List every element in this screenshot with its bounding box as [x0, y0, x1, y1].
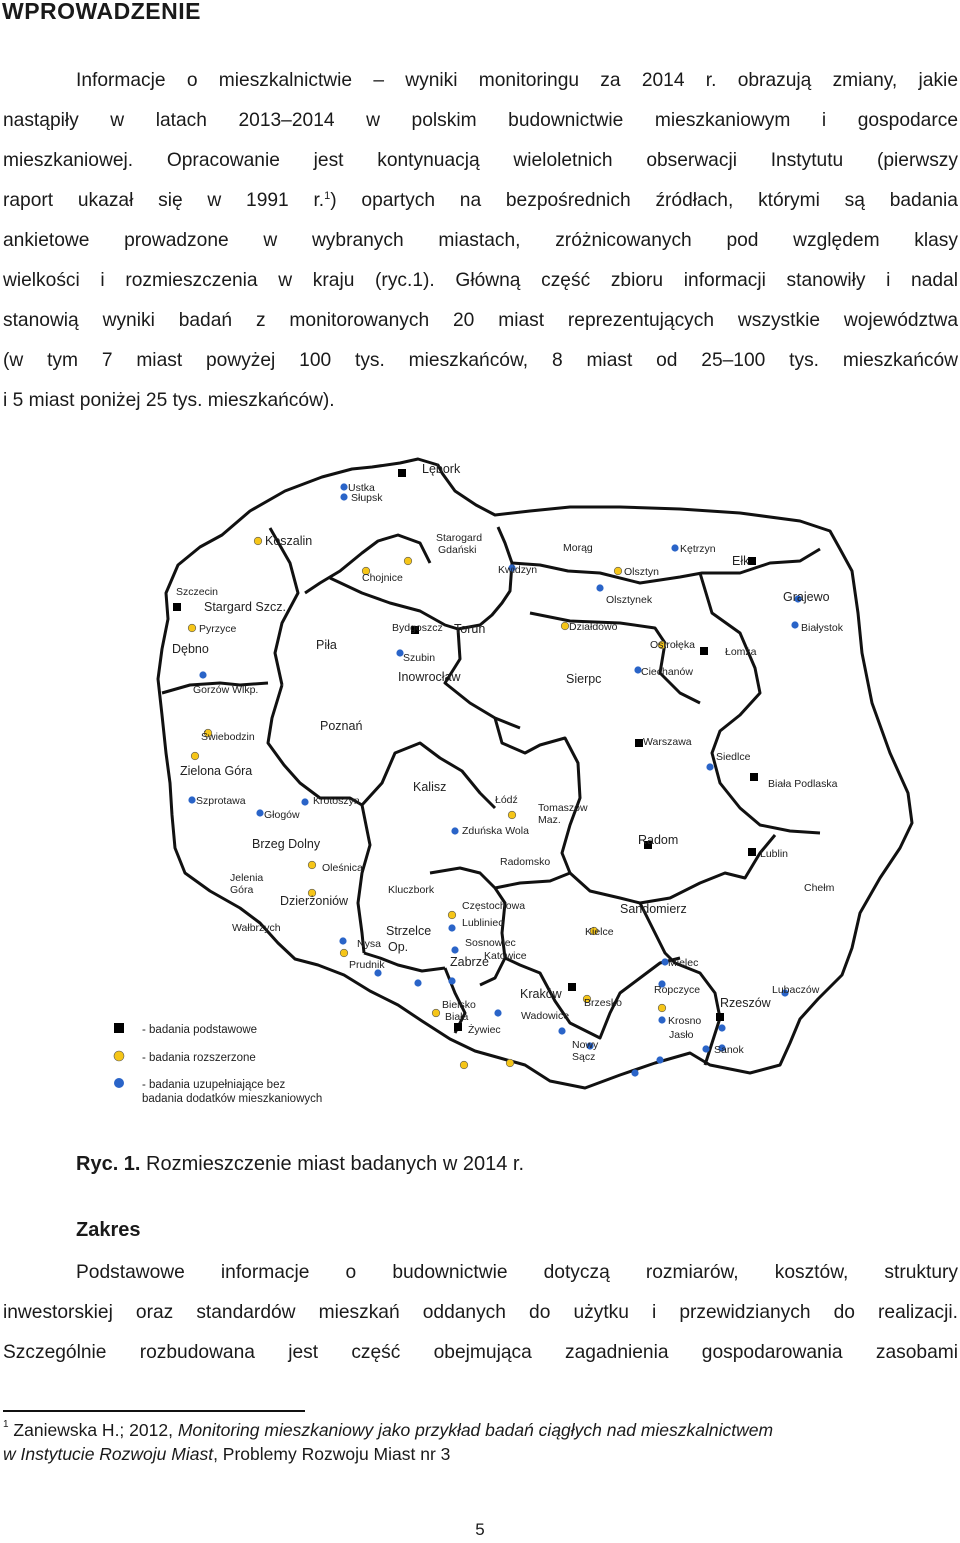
city-label: Głogów [264, 809, 300, 821]
city-label: Białystok [801, 622, 844, 634]
basic-marker [635, 739, 643, 747]
figure-caption [76, 1153, 524, 1176]
city-label: Piła [316, 638, 337, 652]
city-label: Warszawa [643, 736, 692, 748]
city-label: Sierpc [566, 672, 602, 686]
city-label: Morąg [563, 542, 593, 554]
basic-marker [454, 1023, 462, 1031]
text-line: (w tym 7 miast powyżej 100 tys. mieszkańców, 8 miast od 25–100 tys. mieszkańców [3, 350, 958, 371]
supplementary-marker [702, 1045, 709, 1052]
footnote-title: Monitoring mieszkaniowy jako przykład badań ciągłych nad mieszkalnictwem [177, 1420, 774, 1440]
city-label: Dzierżoniów [280, 894, 349, 908]
city-label: Słupsk [351, 492, 383, 504]
text-fragment: ) opartych na bezpośrednich źródłach, którymi są badania [330, 190, 958, 211]
city-label: Wadowice [521, 1010, 570, 1022]
city-label: Siedlce [716, 751, 751, 763]
text-line: inwestorskiej oraz standardów mieszkań oddanych do użytku i przewidzianych do realizacji. [3, 1302, 958, 1323]
scope-paragraph [3, 1253, 958, 1373]
footnote-ref[interactable]: 1 [324, 190, 331, 202]
city-label: Zabrze [450, 955, 489, 969]
supplementary-marker [671, 544, 678, 551]
legend-supplementary-label: - badania uzupełniające bez [142, 1079, 286, 1091]
city-label: Inowrocław [398, 670, 461, 684]
extended-marker [404, 557, 412, 565]
city-label: Świebodzin [201, 731, 255, 743]
extended-marker [460, 1061, 468, 1069]
supplementary-marker [558, 1027, 565, 1034]
footnote-author: Zaniewska H.; 2012, [8, 1420, 178, 1440]
city-label: Nysa [357, 938, 381, 950]
city-label: Op. [388, 940, 409, 954]
extended-marker [658, 1004, 666, 1012]
city-label: Chełm [804, 882, 835, 894]
city-label: Dębno [172, 642, 209, 656]
footnote-number: 1 [3, 1419, 9, 1430]
basic-marker [748, 848, 756, 856]
extended-marker [340, 949, 348, 957]
supplementary-marker [718, 1024, 725, 1031]
supplementary-marker [188, 796, 195, 803]
city-label: Maz. [538, 814, 561, 826]
border-line [362, 743, 495, 808]
map-markers [173, 469, 802, 1077]
city-label: Lublin [760, 848, 789, 860]
city-label: Częstochowa [462, 900, 526, 912]
city-label: Ustka [348, 482, 375, 494]
city-label: Kwidzyn [498, 564, 538, 576]
footnote-source: , Problemy Rozwoju Miast nr 3 [213, 1444, 451, 1464]
border-line [495, 873, 640, 903]
city-label: Strzelce [386, 924, 432, 938]
supplementary-marker [340, 493, 347, 500]
city-label: Bielsko [442, 999, 476, 1011]
city-label: Kętrzyn [680, 543, 716, 555]
extended-marker [191, 752, 199, 760]
city-label: Kalisz [413, 780, 447, 794]
city-label: Mielec [668, 957, 699, 969]
border-line [358, 805, 370, 953]
city-label: Rzeszów [720, 996, 771, 1010]
city-label: Ciechanów [641, 666, 693, 678]
city-label: Sosnowiec [465, 937, 516, 949]
supplementary-marker [596, 584, 603, 591]
basic-marker [750, 773, 758, 781]
city-label: Krosno [668, 1015, 702, 1027]
supplementary-marker [658, 1016, 665, 1023]
poland-map [100, 453, 960, 1118]
city-label: Starogard [436, 532, 483, 544]
extended-marker [448, 911, 456, 919]
border-line [700, 573, 820, 833]
basic-marker [700, 647, 708, 655]
border-line [305, 535, 430, 593]
border-line [268, 685, 362, 805]
border-line [512, 549, 820, 583]
supplementary-marker [494, 1009, 501, 1016]
extended-marker [508, 811, 516, 819]
extended-marker [432, 1009, 440, 1017]
city-label: Góra [230, 884, 254, 896]
city-label: Biała Podlaska [768, 778, 838, 790]
city-label: Sandomierz [620, 902, 687, 916]
legend-basic-marker [114, 1023, 124, 1033]
city-label: Ropczyce [654, 984, 701, 996]
city-label: Szprotawa [196, 795, 246, 807]
city-label: Ostrołęka [650, 639, 695, 651]
city-label: Sanok [714, 1044, 744, 1056]
city-label: Jelenia [230, 872, 264, 884]
text-line: wielkości i rozmieszczenia w kraju (ryc.1). Główną część zbioru informacji stanowiły i nadal [3, 270, 958, 291]
extended-marker [188, 624, 196, 632]
text-line: Informacje o mieszkalnictwie – wyniki monitoringu za 2014 r. obrazują zmiany, jakie [76, 70, 958, 91]
city-label: Krotoszyn [313, 795, 360, 807]
legend-extended-marker [114, 1051, 124, 1061]
city-label: Łomża [725, 646, 757, 658]
city-label: Szubin [403, 652, 436, 664]
subsection-heading: Zakres [76, 1219, 141, 1241]
text-line: mieszkaniowej. Opracowanie jest kontynuacją wieloletnich obserwacji Instytutu (pierwszy [3, 150, 958, 171]
city-label: Tomaszów [538, 802, 588, 814]
supplementary-marker [451, 946, 458, 953]
section-heading: WPROWADZENIE [2, 0, 201, 24]
text-line: ankietowe prowadzone w wybranych miastach, zróżnicowanych pod względem klasy [3, 230, 958, 251]
city-label: Radom [638, 833, 679, 847]
city-label: Brzeg Dolny [252, 837, 321, 851]
city-label: Żywiec [468, 1024, 501, 1036]
supplementary-marker [631, 1069, 638, 1076]
city-label: Bydgoszcz [392, 622, 443, 634]
city-label: Koszalin [265, 534, 313, 548]
city-label: Grajewo [783, 590, 830, 604]
supplementary-marker [706, 763, 713, 770]
supplementary-marker [256, 809, 263, 816]
city-label: Brzesko [584, 997, 622, 1009]
city-label: Poznań [320, 719, 363, 733]
basic-marker [716, 1013, 724, 1021]
supplementary-marker [656, 1056, 663, 1063]
text-line [3, 181, 958, 221]
city-label: Ełk [732, 554, 750, 568]
city-label: Kielce [585, 926, 614, 938]
footnote-separator [3, 1410, 305, 1412]
page-number: 5 [475, 1520, 485, 1539]
city-label: Oleśnica [322, 862, 363, 874]
basic-marker [398, 469, 406, 477]
footnote-title: w Instytucie Rozwoju Miast [3, 1444, 214, 1464]
poland-map-figure [100, 453, 960, 1118]
supplementary-marker [448, 924, 455, 931]
supplementary-marker [791, 621, 798, 628]
city-label: Olsztynek [606, 594, 653, 606]
extended-marker [614, 567, 622, 575]
supplementary-marker [301, 798, 308, 805]
city-label: Sącz [572, 1051, 596, 1063]
city-label: Szczecin [176, 586, 219, 598]
text-line: Szczególnie rozbudowana jest część obejmująca zagadnienia gospodarowania zasobami [3, 1342, 958, 1363]
city-label: Lubliniec [462, 917, 504, 929]
city-label: Radomsko [500, 856, 551, 868]
city-label: Lębork [422, 462, 461, 476]
city-label: Toruń [454, 622, 486, 636]
supplementary-marker [340, 483, 347, 490]
city-label: Zielona Góra [180, 764, 253, 778]
supplementary-marker [339, 937, 346, 944]
extended-marker [506, 1059, 514, 1067]
city-label: Działdowo [569, 621, 618, 633]
city-label: Nowy [572, 1039, 599, 1051]
extended-marker [308, 861, 316, 869]
city-label: Prudnik [349, 959, 385, 971]
city-label: Zduńska Wola [462, 825, 529, 837]
text-line: Podstawowe informacje o budownictwie dotyczą rozmiarów, kosztów, struktury [76, 1262, 958, 1283]
city-label: Lubaczów [772, 984, 820, 996]
city-label: Biała [445, 1011, 469, 1023]
caption-text: Rozmieszczenie miast badanych w 2014 r. [140, 1153, 524, 1175]
city-label: Gdański [438, 544, 477, 556]
city-label: Stargard Szcz. [204, 600, 286, 614]
caption-label: Ryc. 1. [76, 1153, 141, 1175]
supplementary-marker [414, 979, 421, 986]
basic-marker [173, 603, 181, 611]
supplementary-marker [451, 827, 458, 834]
city-label: Kraków [520, 987, 562, 1001]
city-label: Olsztyn [624, 566, 660, 578]
map-legend [114, 1023, 322, 1105]
city-label: Chojnice [362, 572, 403, 584]
extended-marker [254, 537, 262, 545]
city-label: Katowice [484, 950, 527, 962]
extended-marker [561, 622, 569, 630]
city-label: Pyrzyce [199, 623, 237, 635]
city-label: Wałbrzych [232, 922, 281, 934]
legend-supplementary-label: badania dodatków mieszkaniowych [142, 1093, 323, 1105]
city-label: Łódź [495, 794, 518, 806]
text-line: i 5 miast poniżej 25 tys. mieszkańców). [3, 390, 335, 411]
legend-basic-label: - badania podstawowe [142, 1024, 258, 1036]
intro-paragraph [3, 61, 958, 421]
basic-marker [568, 983, 576, 991]
text-fragment: raport ukazał się w 1991 r. [3, 190, 325, 211]
supplementary-marker [448, 977, 455, 984]
text-line: nastąpiły w latach 2013–2014 w polskim budownictwie mieszkaniowym i gospodarce [3, 110, 958, 131]
legend-supplementary-marker [114, 1078, 124, 1088]
city-label: Jasło [669, 1029, 694, 1041]
city-label: Kluczbork [388, 884, 435, 896]
supplementary-marker [199, 671, 206, 678]
legend-extended-label: - badania rozszerzone [142, 1052, 256, 1064]
footnote [3, 1418, 958, 1466]
text-line: stanowią wyniki badań z monitorowanych 20 miast reprezentujących wszystkie województwa [3, 310, 958, 331]
city-label: Gorzów Wlkp. [193, 684, 259, 696]
